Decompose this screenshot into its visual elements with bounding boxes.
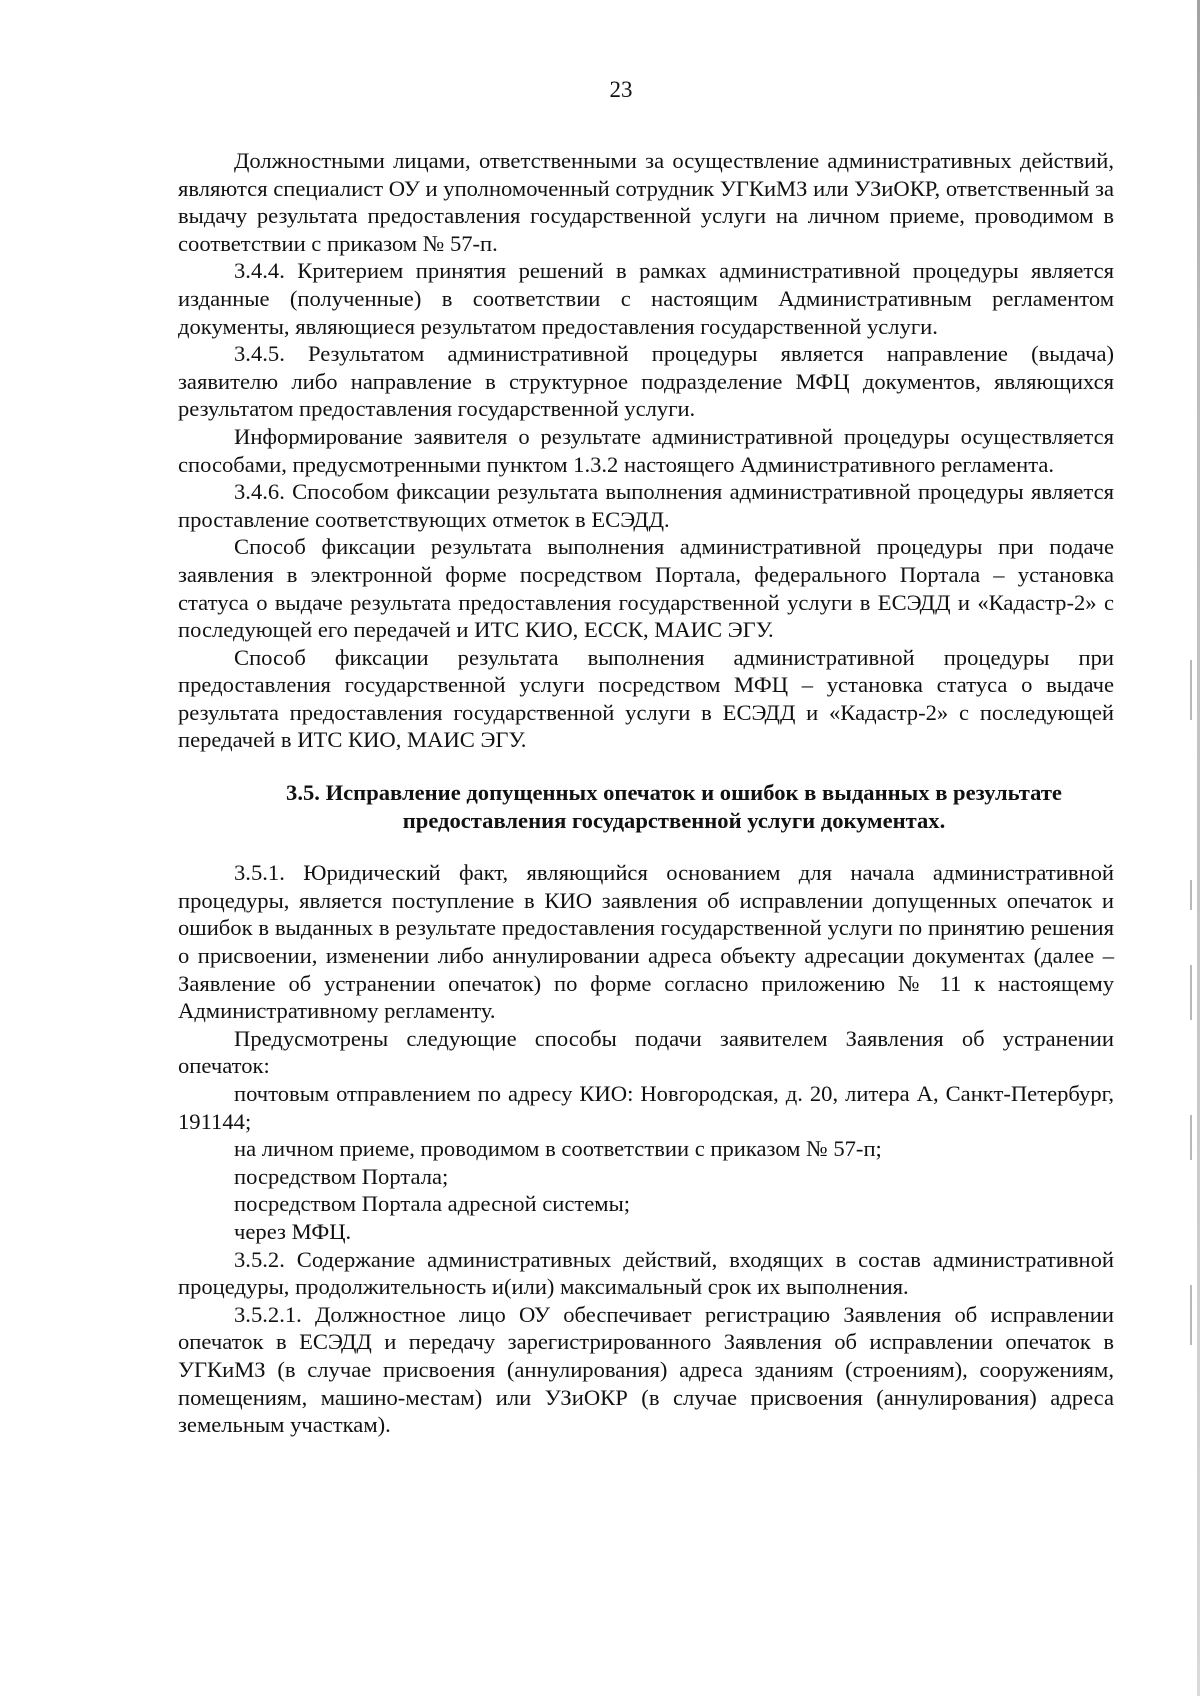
scan-speck (1190, 880, 1192, 910)
list-item: через МФЦ. (234, 1218, 352, 1244)
document-body (178, 147, 1114, 1439)
page-number: 23 (609, 77, 633, 102)
paragraph: 3.4.6. Способом фиксации результата выполнения административной процедуры является проставление соответствующих отметок в ЕСЭДД. (178, 479, 1114, 532)
paragraph: Предусмотрены следующие способы подачи заявителем Заявления об устранении опечаток: (178, 1025, 1114, 1079)
paragraph: 3.4.5. Результатом административной процедуры является направление (выдача) заявителю либо направление в структурное подразделение МФЦ документов, являющихся результатом предоставления государственной услуги. (178, 341, 1114, 422)
list-item: посредством Портала адресной системы; (234, 1191, 631, 1217)
list-item: на личном приеме, проводимом в соответствии с приказом № 57-п; (234, 1136, 882, 1162)
paragraph: 3.4.4. Критерием принятия решений в рамках административной процедуры является изданные (полученные) в соответствии с настоящим Административным регламентом документы, являющиеся результатом предоставления государственной услуги. (178, 258, 1114, 339)
paragraph: 3.5.2. Содержание административных действий, входящих в состав административной процедуры, продолжительность и(или) максимальный срок их выполнения. (178, 1246, 1114, 1300)
paragraph: 3.5.1. Юридический факт, являющийся основанием для начала административной процедуры, является поступление в КИО заявления об исправлении допущенных опечаток и ошибок в выданных в результате предоставления государственной услуги по принятию решения о присвоении, изменении либо аннулировании адреса объекту адресации документах (далее – Заявление об устранении опечаток) по форме согласно приложению № 11 к настоящему Административному регламенту. (178, 860, 1114, 1024)
list-item: почтовым отправлением по адресу КИО: Новгородская, д. 20, литера А, Санкт-Петербург, 191144; (178, 1081, 1114, 1134)
paragraph: Информирование заявителя о результате административной процедуры осуществляется способами, предусмотренными пунктом 1.3.2 настоящего Административного регламента. (178, 423, 1114, 477)
scan-speck (1190, 965, 1192, 1020)
scan-speck (1190, 1115, 1192, 1160)
paragraph: 3.5.2.1. Должностное лицо ОУ обеспечивает регистрацию Заявления об исправлении опечаток в ЕСЭДД и передачу зарегистрированного Заявления об исправлении опечаток в УГКиМЗ (в случае присвоения (аннулирования) адреса зданиям (строениям), сооружениям, помещениям, машино-местам) или УЗиОКР (в случае присвоения (аннулирования) адреса земельным участкам). (178, 1301, 1114, 1438)
section-heading: 3.5. Исправление допущенных опечаток и ошибок в выданных в результате предоставления государственной услуги документах. (286, 780, 1062, 833)
scan-speck (1190, 660, 1192, 720)
scan-speck (1190, 1285, 1192, 1345)
paragraph: Должностными лицами, ответственными за осуществление административных действий, являются специалист ОУ и уполномоченный сотрудник УГКиМЗ или УЗиОКР, ответственный за выдачу результата предоставления государственной услуги на личном приеме, проводимом в соответствии с приказом № 57-п. (178, 148, 1114, 256)
paragraph: Способ фиксации результата выполнения административной процедуры при подаче заявления в электронной форме посредством Портала, федерального Портала – установка статуса о выдаче результата предоставления государственной услуги в ЕСЭДД и «Кадастр-2» с последующей его передачей и ИТС КИО, ЕССК, МАИС ЭГУ. (178, 534, 1114, 643)
paragraph: Способ фиксации результата выполнения административной процедуры при предоставления государственной услуги посредством МФЦ – установка статуса о выдаче результата предоставления государственной услуги в ЕСЭДД и «Кадастр-2» с последующей передачей в ИТС КИО, МАИС ЭГУ. (178, 644, 1114, 753)
list-item: посредством Портала; (234, 1163, 449, 1189)
